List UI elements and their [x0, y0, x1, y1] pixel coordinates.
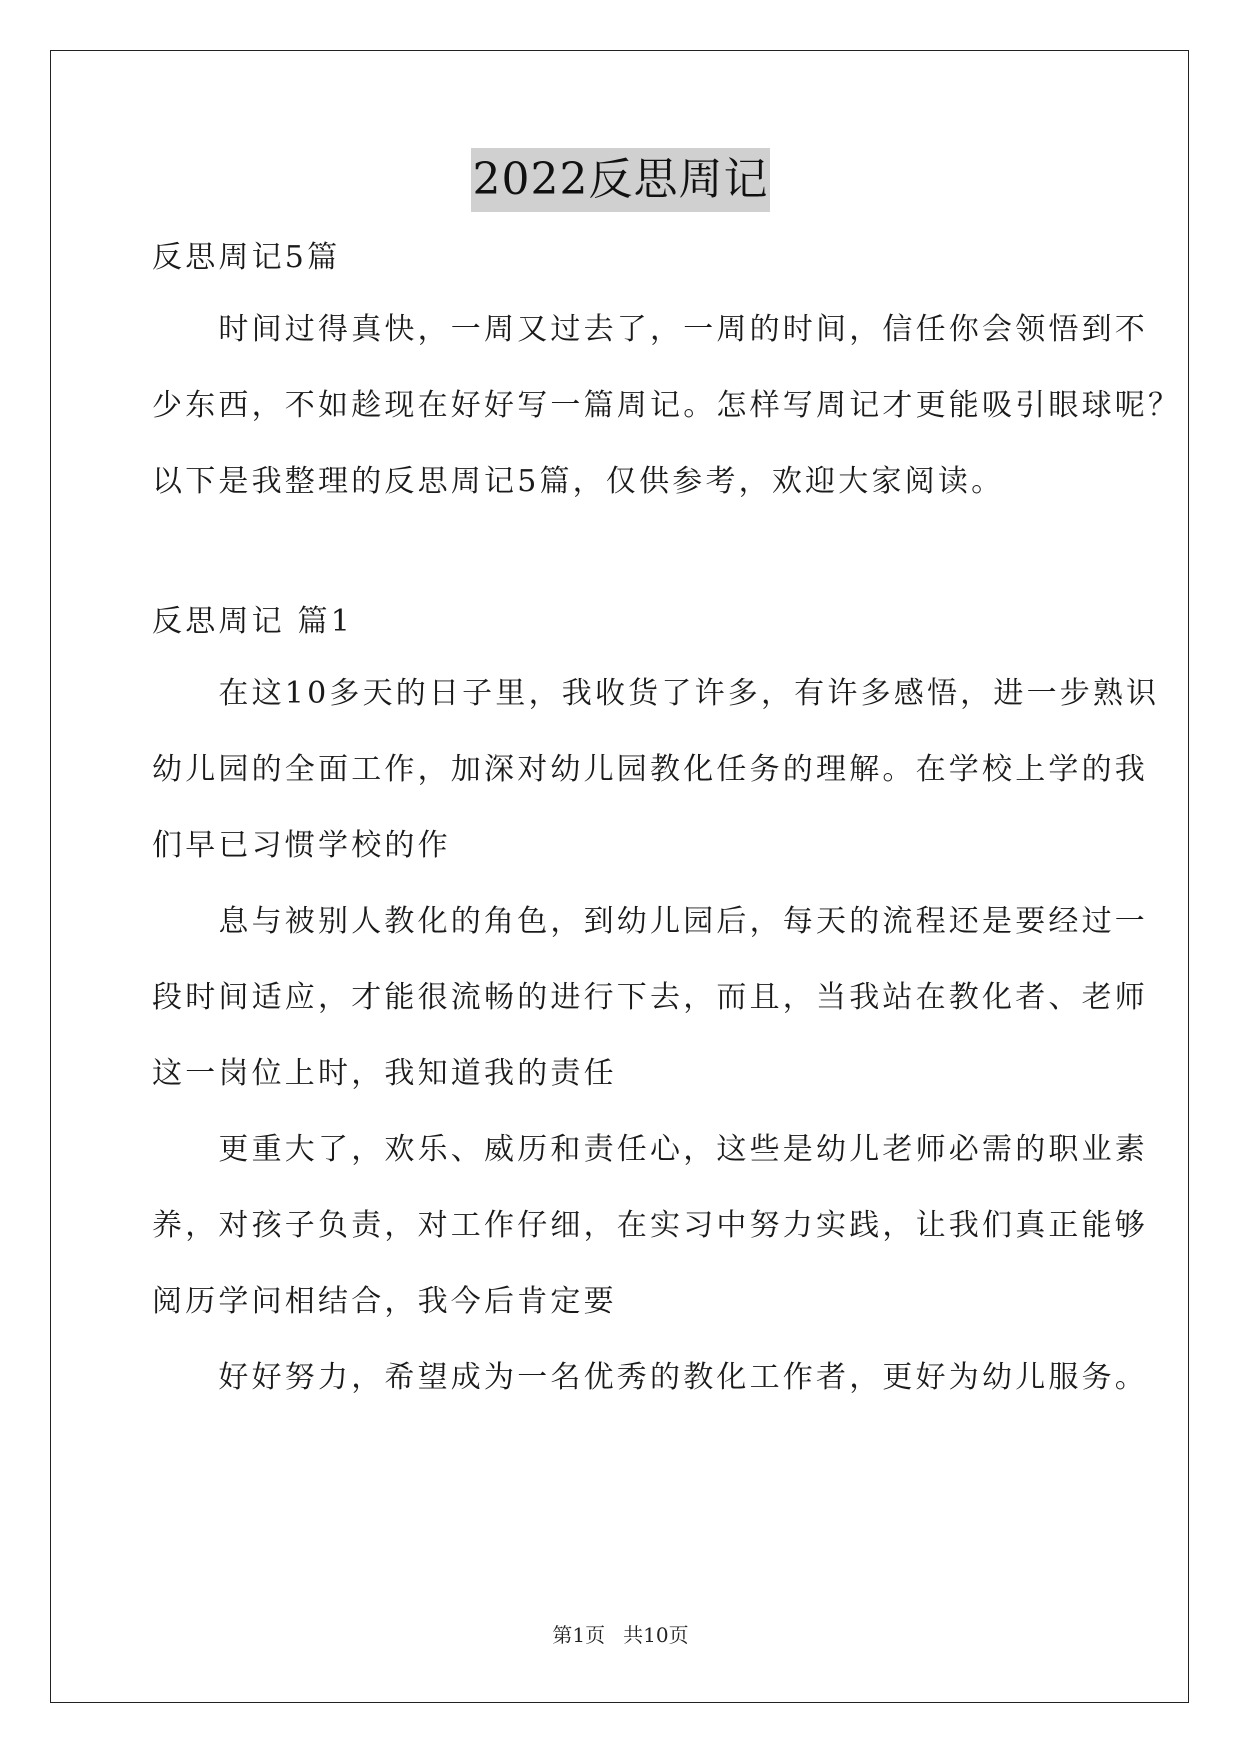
page-border [50, 50, 1189, 1703]
body-line: 这一岗位上时，我知道我的责任 [152, 1056, 617, 1091]
intro-line: 以下是我整理的反思周记5篇，仅供参考，欢迎大家阅读。 [152, 464, 1005, 499]
document-heading: 反思周记5篇 [152, 240, 341, 275]
section-heading: 反思周记 篇1 [152, 604, 354, 639]
intro-line: 少东西，不如趁现在好好写一篇周记。怎样写周记才更能吸引眼球呢？ [152, 388, 1182, 423]
page-footer [0, 1622, 1241, 1648]
body-line: 好好努力，希望成为一名优秀的教化工作者，更好为幼儿服务。 [152, 1360, 1148, 1395]
body-line: 段时间适应，才能很流畅的进行下去，而且，当我站在教化者、老师 [152, 980, 1148, 1015]
body-line: 幼儿园的全面工作，加深对幼儿园教化任务的理解。在学校上学的我 [152, 752, 1148, 787]
document-title: 2022反思周记 [471, 148, 771, 212]
body-line: 息与被别人教化的角色，到幼儿园后，每天的流程还是要经过一 [152, 904, 1148, 939]
body-line: 阅历学问相结合，我今后肯定要 [152, 1284, 617, 1319]
body-line: 在这10多天的日子里，我收货了许多，有许多感悟，进一步熟识 [152, 676, 1160, 711]
body-line: 养，对孩子负责，对工作仔细，在实习中努力实践，让我们真正能够 [152, 1208, 1148, 1243]
page-number: 第1页 [552, 1623, 606, 1647]
intro-line: 时间过得真快，一周又过去了，一周的时间，信任你会领悟到不 [152, 312, 1148, 347]
title-container [0, 148, 1241, 212]
body-line: 们早已习惯学校的作 [152, 828, 451, 863]
page-total: 共10页 [623, 1623, 689, 1647]
body-line: 更重大了，欢乐、威历和责任心，这些是幼儿老师必需的职业素 [152, 1132, 1148, 1167]
